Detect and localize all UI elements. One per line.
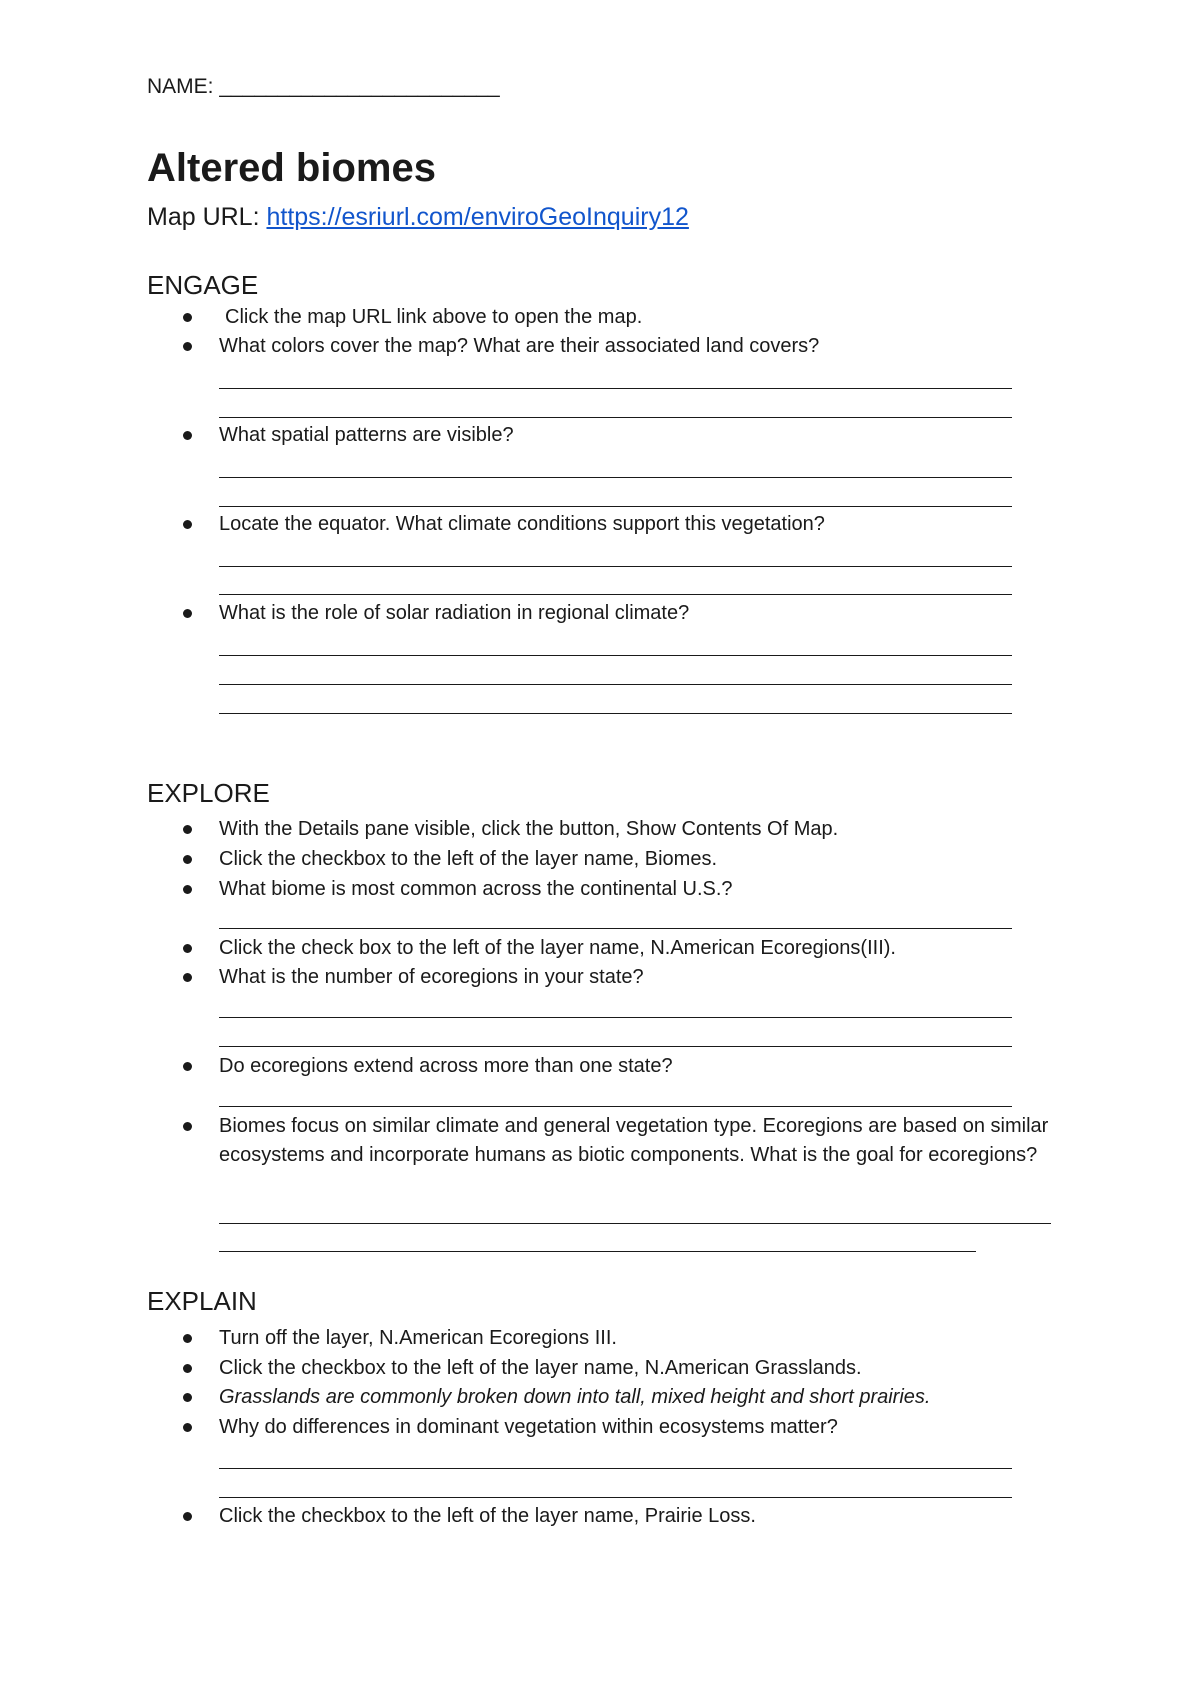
engage-item-4: Locate the equator. What climate conditions support this vegetation?: [219, 513, 825, 535]
answer-line[interactable]: [219, 1223, 1051, 1224]
answer-line[interactable]: [219, 928, 1012, 929]
answer-line[interactable]: [219, 594, 1012, 595]
bullet-icon: [183, 885, 192, 894]
bullet-icon: [183, 1393, 192, 1402]
answer-line[interactable]: [219, 388, 1012, 389]
explain-heading: EXPLAIN: [147, 1286, 257, 1316]
explain-item-2: Click the checkbox to the left of the layer name, N.American Grasslands.: [219, 1357, 862, 1379]
answer-line[interactable]: [219, 1497, 1012, 1498]
explore-item-7: Biomes focus on similar climate and general vegetation type. Ecoregions are based on similar ecosystems and incorporate humans as biotic components. What is the goal for ecoregions?: [219, 1115, 1049, 1166]
answer-line[interactable]: [219, 566, 1012, 567]
engage-item-1: Click the map URL link above to open the map.: [225, 306, 643, 328]
explore-item-6: Do ecoregions extend across more than one state?: [219, 1055, 673, 1077]
bullet-icon: [183, 431, 192, 440]
bullet-icon: [183, 313, 192, 322]
bullet-icon: [183, 1512, 192, 1521]
bullet-icon: [183, 609, 192, 618]
answer-line[interactable]: [219, 655, 1012, 656]
bullet-icon: [183, 520, 192, 529]
answer-line[interactable]: [219, 506, 1012, 507]
bullet-icon: [183, 825, 192, 834]
answer-line[interactable]: [219, 684, 1012, 685]
answer-line[interactable]: [219, 477, 1012, 478]
bullet-icon: [183, 973, 192, 982]
answer-line[interactable]: [219, 713, 1012, 714]
answer-line[interactable]: [219, 1106, 1012, 1107]
engage-item-3: What spatial patterns are visible?: [219, 424, 514, 446]
answer-line[interactable]: [219, 417, 1012, 418]
name-field[interactable]: NAME: ________________________: [147, 75, 500, 98]
explain-item-4: Why do differences in dominant vegetation within ecosystems matter?: [219, 1416, 838, 1438]
page-title: Altered biomes: [147, 146, 436, 190]
explore-item-5: What is the number of ecoregions in your state?: [219, 966, 644, 988]
bullet-icon: [183, 855, 192, 864]
engage-item-5: What is the role of solar radiation in regional climate?: [219, 602, 690, 624]
explore-item-3: What biome is most common across the continental U.S.?: [219, 878, 733, 900]
explore-item-2: Click the checkbox to the left of the layer name, Biomes.: [219, 848, 718, 870]
bullet-icon: [183, 1122, 192, 1131]
explain-item-5: Click the checkbox to the left of the layer name, Prairie Loss.: [219, 1505, 756, 1527]
bullet-icon: [183, 1364, 192, 1373]
explore-heading: EXPLORE: [147, 778, 270, 808]
map-url-link[interactable]: https://esriurl.com/enviroGeoInquiry12: [266, 203, 689, 231]
explore-item-4: Click the check box to the left of the layer name, N.American Ecoregions(III).: [219, 937, 896, 959]
bullet-icon: [183, 342, 192, 351]
bullet-icon: [183, 1334, 192, 1343]
answer-line[interactable]: [219, 1468, 1012, 1469]
bullet-icon: [183, 1423, 192, 1432]
answer-line[interactable]: [219, 1046, 1012, 1047]
explore-item-1: With the Details pane visible, click the button, Show Contents Of Map.: [219, 818, 839, 840]
answer-line[interactable]: [219, 1017, 1012, 1018]
bullet-icon: [183, 944, 192, 953]
explain-item-3: Grasslands are commonly broken down into tall, mixed height and short prairies.: [219, 1386, 931, 1408]
map-url-line: [147, 202, 689, 232]
bullet-icon: [183, 1062, 192, 1071]
answer-line[interactable]: [219, 1251, 976, 1252]
map-url-label: Map URL:: [147, 203, 267, 231]
explain-item-1: Turn off the layer, N.American Ecoregions III.: [219, 1327, 617, 1349]
engage-heading: ENGAGE: [147, 270, 259, 300]
engage-item-2: What colors cover the map? What are their associated land covers?: [219, 335, 820, 357]
